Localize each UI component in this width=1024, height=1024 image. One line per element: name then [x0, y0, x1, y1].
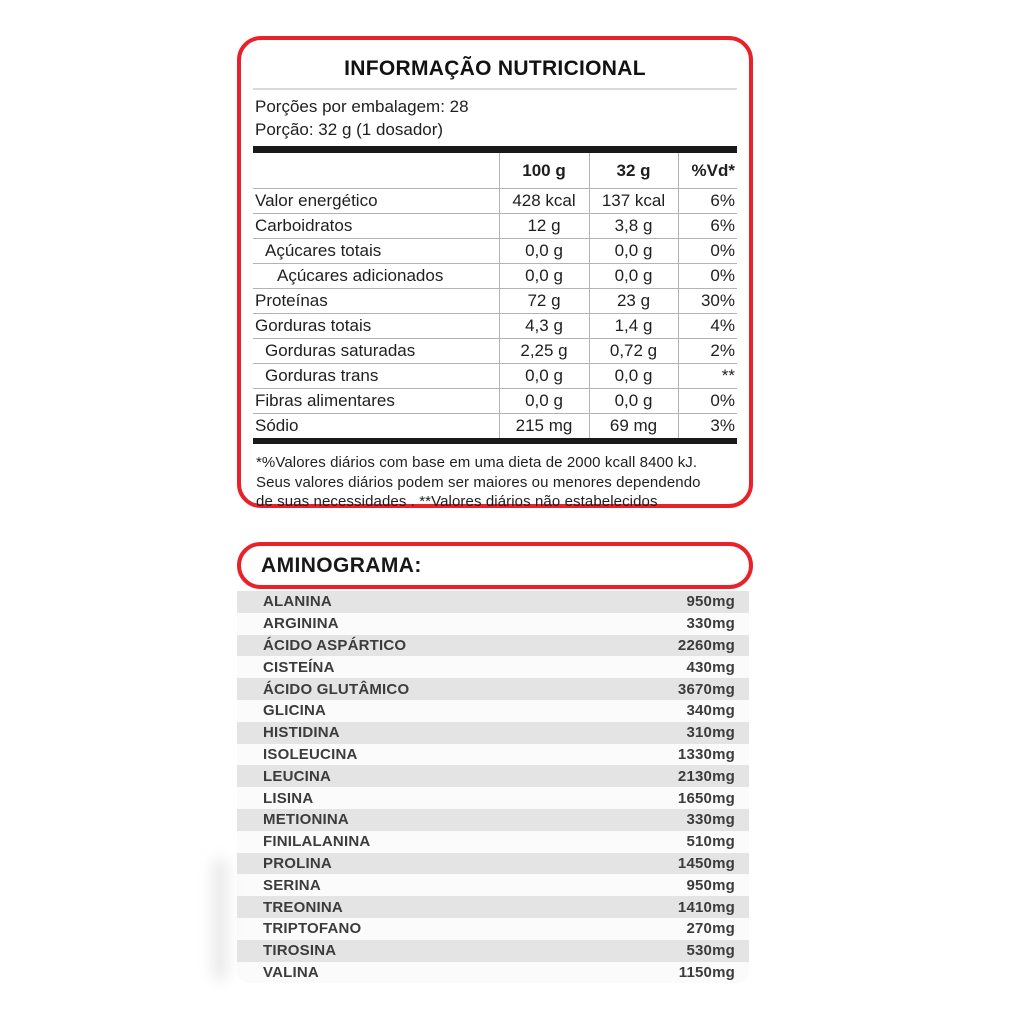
nutrient-name: Gorduras totais: [253, 313, 499, 338]
nutrition-row: [253, 213, 737, 238]
value-per-100g: 428 kcal: [499, 188, 589, 213]
nutrition-row: [253, 363, 737, 388]
amino-acid-amount: 1410mg: [677, 898, 735, 916]
aminogram-title: AMINOGRAMA:: [261, 553, 422, 577]
aminogram-row: [237, 613, 749, 635]
amino-acid-amount: 2260mg: [677, 636, 735, 654]
value-per-100g: 0,0 g: [499, 238, 589, 263]
value-per-100g: 0,0 g: [499, 363, 589, 388]
aminogram-row: [237, 831, 749, 853]
value-per-100g: 12 g: [499, 213, 589, 238]
amino-acid-amount: 950mg: [686, 876, 735, 894]
value-per-32g: 0,72 g: [589, 338, 678, 363]
value-daily-percent: 3%: [678, 413, 737, 438]
amino-acid-name: ALANINA: [263, 593, 332, 611]
nutrition-label-panel: [237, 36, 753, 508]
amino-acid-amount: 430mg: [686, 658, 735, 676]
amino-acid-name: ISOLEUCINA: [263, 745, 358, 763]
nutrition-row: [253, 338, 737, 363]
amino-acid-name: SERINA: [263, 876, 321, 894]
aminogram-row: [237, 635, 749, 657]
value-per-32g: 137 kcal: [589, 188, 678, 213]
nutrient-name: Valor energético: [253, 188, 499, 213]
amino-acid-amount: 330mg: [686, 615, 735, 633]
daily-values-footnote: [253, 444, 737, 512]
amino-acid-amount: 3670mg: [677, 680, 735, 698]
nutrition-row: [253, 238, 737, 263]
amino-acid-amount: 1150mg: [678, 963, 735, 981]
value-daily-percent: 0%: [678, 388, 737, 413]
value-per-100g: 4,3 g: [499, 313, 589, 338]
aminogram-row: [237, 853, 749, 875]
nutrition-row: [253, 388, 737, 413]
aminogram-row: [237, 591, 749, 613]
value-per-32g: 3,8 g: [589, 213, 678, 238]
value-daily-percent: **: [678, 363, 737, 388]
serving-size: Porção: 32 g (1 dosador): [255, 120, 444, 139]
amino-acid-name: TRIPTOFANO: [263, 920, 362, 938]
amino-acid-name: LEUCINA: [263, 767, 332, 785]
aminogram-row: [237, 874, 749, 896]
nutrition-row: [253, 288, 737, 313]
value-per-100g: 0,0 g: [499, 388, 589, 413]
nutrition-row: [253, 413, 737, 438]
nutrient-name: Açúcares totais: [253, 238, 499, 263]
nutrition-row: [253, 263, 737, 288]
value-daily-percent: 4%: [678, 313, 737, 338]
nutrition-table-header: [253, 153, 737, 188]
amino-acid-amount: 1650mg: [677, 789, 735, 807]
value-daily-percent: 0%: [678, 238, 737, 263]
nutrient-name: Açúcares adicionados: [253, 263, 499, 288]
amino-acid-amount: 330mg: [686, 811, 735, 829]
servings-per-package: Porções por embalagem: 28: [255, 97, 469, 116]
amino-acid-name: CISTEÍNA: [263, 658, 335, 676]
nutrition-row: [253, 313, 737, 338]
value-daily-percent: 6%: [678, 213, 737, 238]
amino-acid-name: ÁCIDO GLUTÂMICO: [263, 680, 410, 698]
value-daily-percent: 6%: [678, 188, 737, 213]
value-per-100g: 0,0 g: [499, 263, 589, 288]
value-per-32g: 23 g: [589, 288, 678, 313]
nutrient-name: Proteínas: [253, 288, 499, 313]
amino-acid-name: ARGININA: [263, 615, 339, 633]
amino-acid-amount: 950mg: [686, 593, 735, 611]
aminogram-row: [237, 700, 749, 722]
amino-acid-amount: 1450mg: [677, 854, 735, 872]
title-divider: [253, 88, 737, 90]
aminogram-row: [237, 962, 749, 984]
amino-acid-amount: 310mg: [686, 724, 735, 742]
aminogram-row: [237, 678, 749, 700]
amino-acid-name: LISINA: [263, 789, 314, 807]
value-per-32g: 0,0 g: [589, 263, 678, 288]
aminogram-table: [237, 591, 749, 983]
value-daily-percent: 2%: [678, 338, 737, 363]
aminogram-header-pill: [237, 542, 753, 589]
value-per-32g: 0,0 g: [589, 388, 678, 413]
amino-acid-amount: 1330mg: [677, 745, 735, 763]
amino-acid-amount: 340mg: [686, 702, 735, 720]
header-vd: %Vd*: [678, 153, 737, 188]
amino-acid-name: GLICINA: [263, 702, 327, 720]
amino-acid-name: TIROSINA: [263, 942, 337, 960]
value-per-100g: 215 mg: [499, 413, 589, 438]
value-per-32g: 1,4 g: [589, 313, 678, 338]
nutrition-table: [253, 153, 737, 438]
aminogram-row: [237, 744, 749, 766]
nutrient-name: Fibras alimentares: [253, 388, 499, 413]
value-daily-percent: 30%: [678, 288, 737, 313]
value-per-32g: 0,0 g: [589, 238, 678, 263]
amino-acid-name: HISTIDINA: [263, 724, 340, 742]
value-per-100g: 72 g: [499, 288, 589, 313]
aminogram-row: [237, 656, 749, 678]
aminogram-row: [237, 787, 749, 809]
amino-acid-name: METIONINA: [263, 811, 349, 829]
header-100g: 100 g: [499, 153, 589, 188]
footnote-line: Seus valores diários podem ser maiores ou menores dependendo: [256, 473, 701, 491]
aminogram-row: [237, 896, 749, 918]
nutrient-name: Carboidratos: [253, 213, 499, 238]
amino-acid-name: TREONINA: [263, 898, 343, 916]
amino-acid-amount: 270mg: [686, 920, 735, 938]
value-per-32g: 0,0 g: [589, 363, 678, 388]
nutrient-name: Sódio: [253, 413, 499, 438]
footnote-line: *%Valores diários com base em uma dieta de 2000 kcall 8400 kJ.: [256, 454, 698, 471]
value-per-100g: 2,25 g: [499, 338, 589, 363]
aminogram-row: [237, 722, 749, 744]
aminogram-row: [237, 918, 749, 940]
amino-acid-name: FINILALANINA: [263, 833, 371, 851]
nutrition-title: INFORMAÇÃO NUTRICIONAL: [344, 57, 646, 80]
amino-acid-amount: 530mg: [686, 942, 735, 960]
nutrition-row: [253, 188, 737, 213]
amino-acid-name: PROLINA: [263, 854, 332, 872]
aminogram-row: [237, 809, 749, 831]
nutrient-name: Gorduras trans: [253, 363, 499, 388]
aminogram-row: [237, 765, 749, 787]
nutrient-name: Gorduras saturadas: [253, 338, 499, 363]
header-32g: 32 g: [589, 153, 678, 188]
amino-acid-amount: 2130mg: [677, 767, 735, 785]
page-edge-shadow: [213, 858, 227, 980]
amino-acid-amount: 510mg: [686, 833, 735, 851]
amino-acid-name: VALINA: [263, 963, 319, 981]
thick-divider-top: [253, 146, 737, 153]
value-per-32g: 69 mg: [589, 413, 678, 438]
value-daily-percent: 0%: [678, 263, 737, 288]
amino-acid-name: ÁCIDO ASPÁRTICO: [263, 636, 407, 654]
footnote-line: de suas necessidades . **Valores diários não estabelecidos: [256, 493, 658, 510]
aminogram-row: [237, 940, 749, 962]
header-empty-cell: [253, 153, 499, 188]
